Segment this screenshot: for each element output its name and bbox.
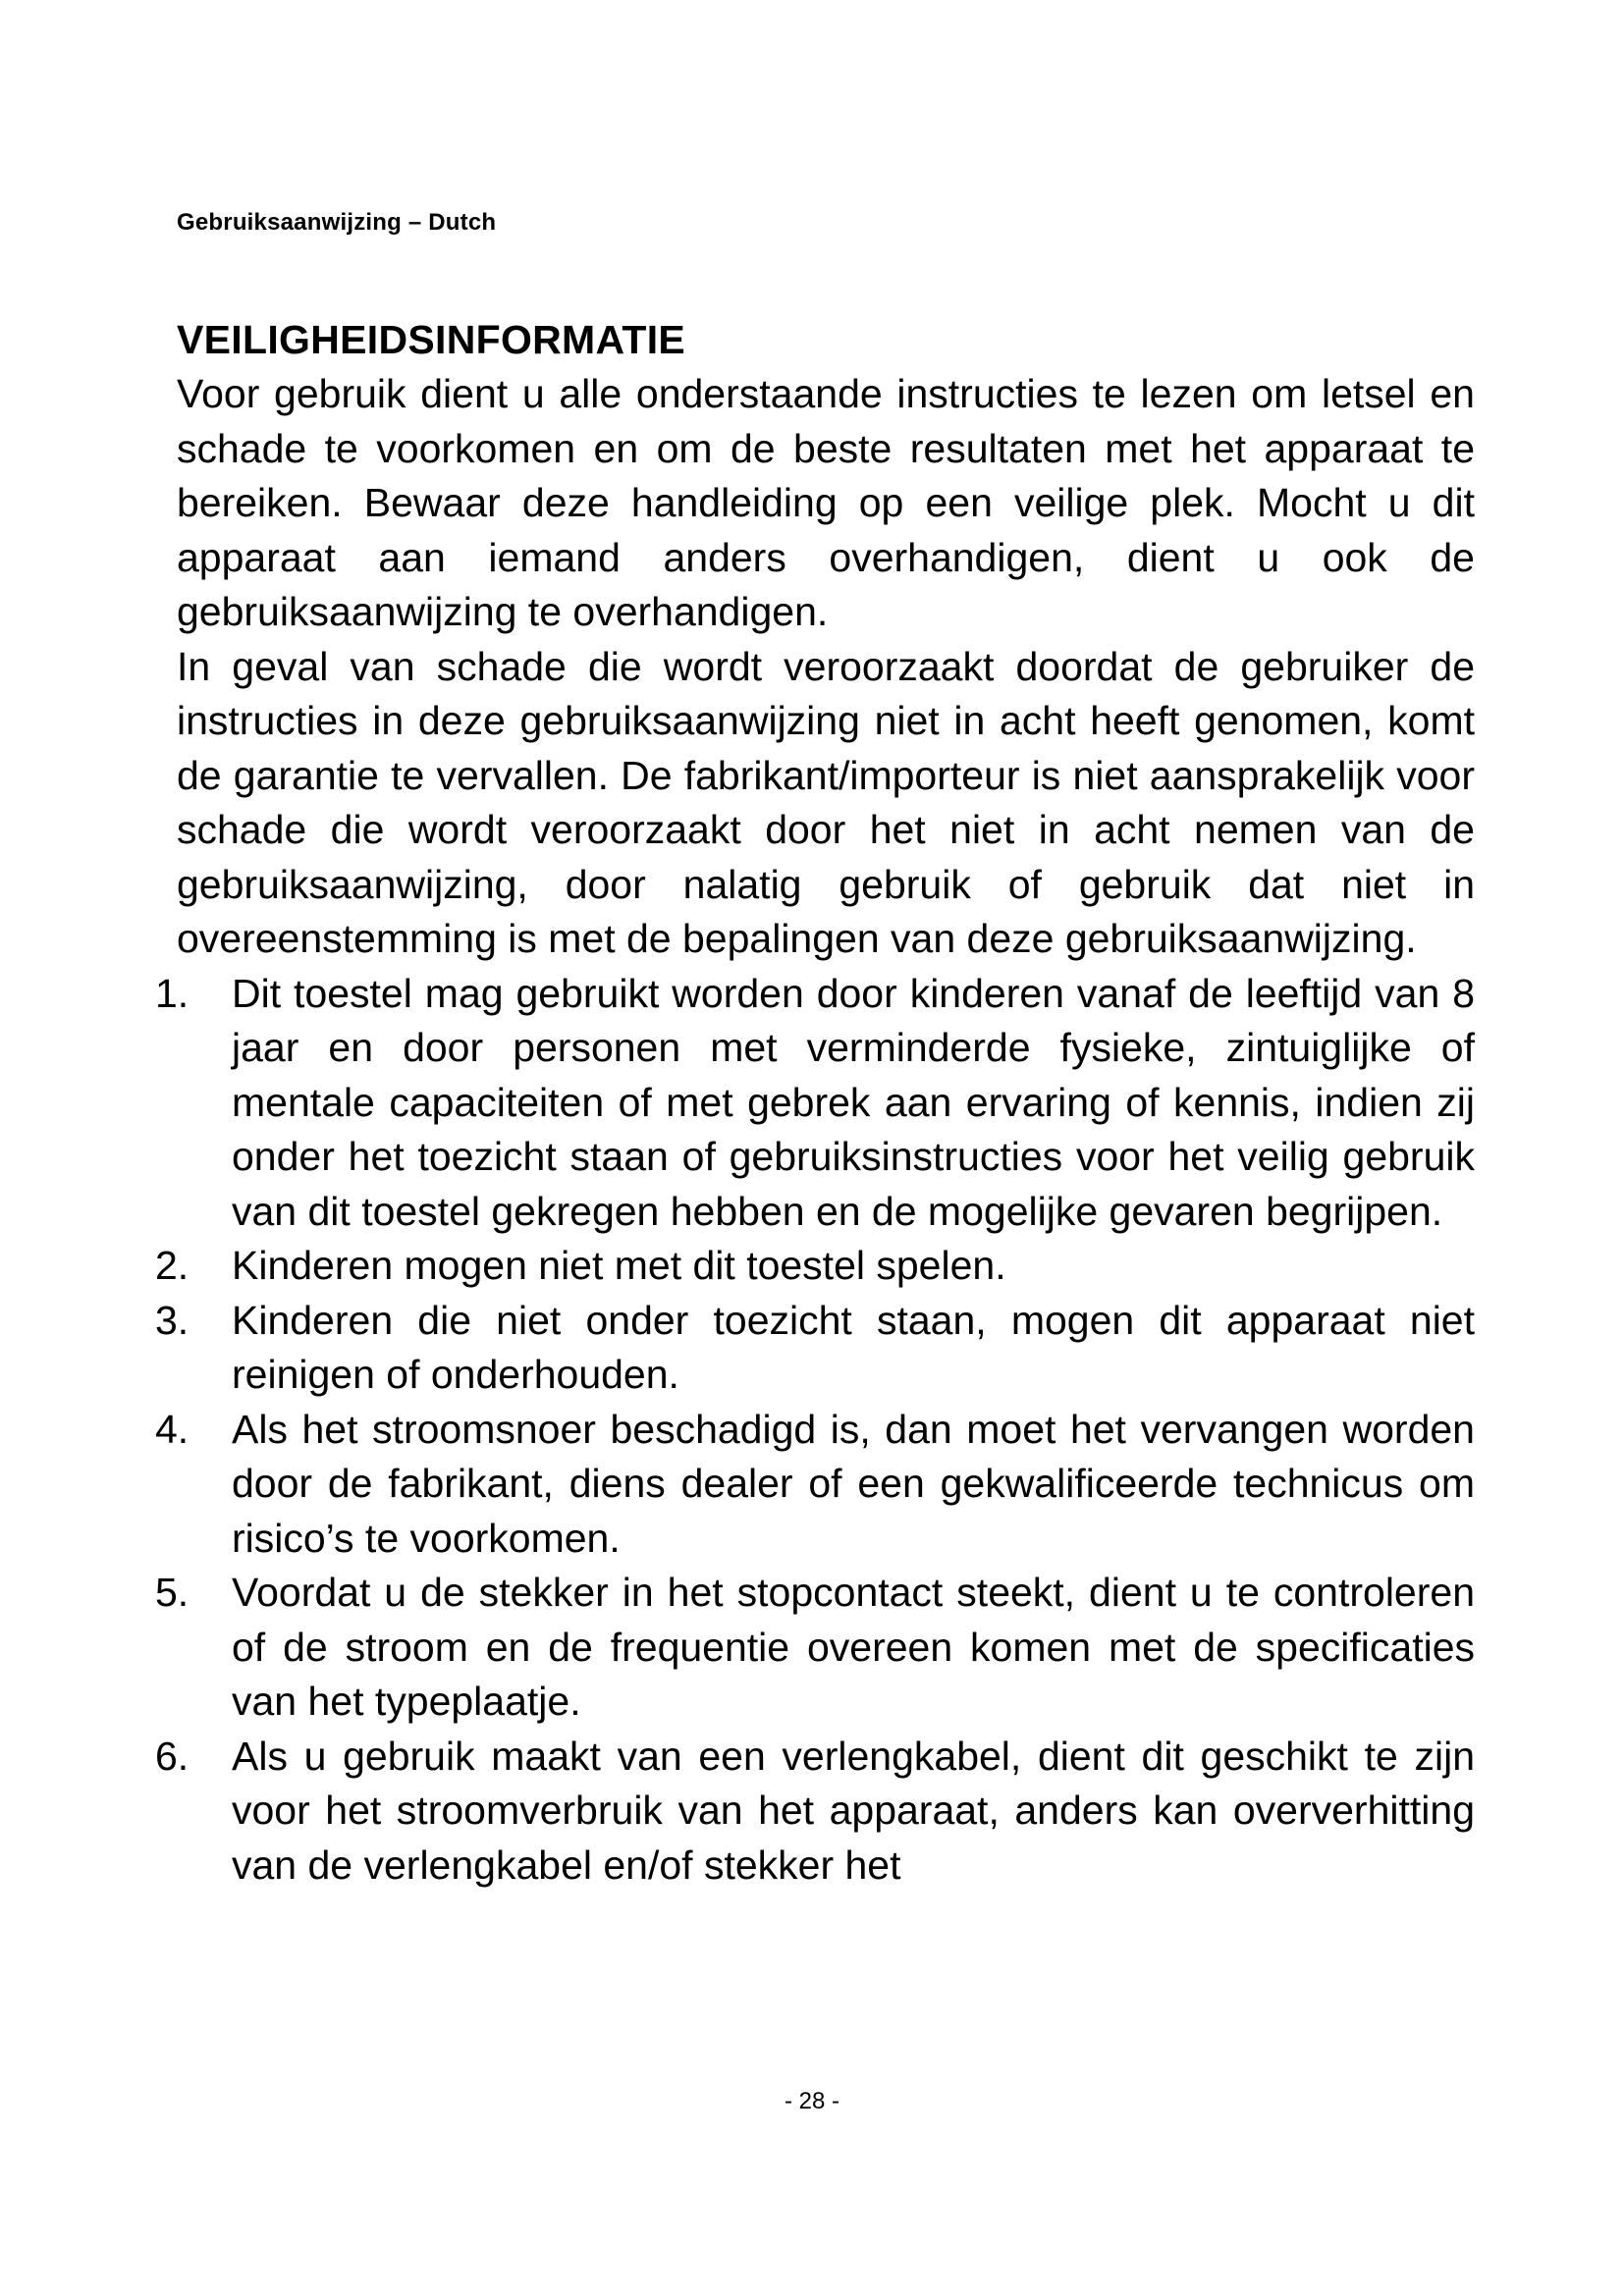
list-item bbox=[155, 1730, 1475, 1894]
list-item bbox=[155, 1566, 1475, 1730]
list-item-text: Kinderen die niet onder toezicht staan, mogen dit apparaat niet reinigen of onderhouden. bbox=[232, 1297, 1475, 1397]
list-item-number: 3. bbox=[155, 1297, 189, 1343]
list-item-number: 1. bbox=[155, 970, 189, 1016]
intro-paragraph: Voor gebruik dient u alle onderstaande instructies te lezen om letsel en schade te voorkomen en om de beste resultaten met het apparaat te bereiken. Bewaar deze handleiding op een veilige plek. Mocht u dit apparaat aan iemand anders overhandigen, dient u ook de gebruiksaanwijzing te overhandigen. bbox=[177, 371, 1475, 634]
section-title: VEILIGHEIDSINFORMATIE bbox=[177, 317, 686, 362]
list-item bbox=[155, 1403, 1475, 1567]
list-item-text: Als het stroomsnoer beschadigd is, dan moet het vervangen worden door de fabrikant, diens dealer of een gekwalificeerde technicus om risico’s te voorkomen. bbox=[232, 1406, 1475, 1561]
list-item-text: Voordat u de stekker in het stopcontact steekt, dient u te controleren of de stroom en de frequentie overeen komen met de specificaties van het typeplaatje. bbox=[232, 1570, 1475, 1724]
list-item-text: Dit toestel mag gebruikt worden door kinderen vanaf de leeftijd van 8 jaar en door personen met verminderde fysieke, zintuiglijke of mentale capaciteiten of met gebrek aan ervaring of kennis, indien zij onder het toezicht staan of gebruiksinstructies voor het veilig gebruik van dit toestel gekregen hebben en de mogelijke gevaren begrijpen. bbox=[232, 970, 1475, 1234]
running-header: Gebruiksaanwijzing – Dutch bbox=[177, 209, 497, 236]
content-area bbox=[155, 312, 1475, 1893]
list-item-number: 5. bbox=[155, 1570, 189, 1615]
page-number: - 28 - bbox=[784, 2088, 839, 2114]
list-item-number: 4. bbox=[155, 1406, 189, 1452]
list-item bbox=[155, 1239, 1475, 1294]
list-item-number: 6. bbox=[155, 1733, 189, 1779]
list-item-text: Als u gebruik maakt van een verlengkabel, dient dit geschikt te zijn voor het stroomverbruik van het apparaat, anders kan oververhitting van de verlengkabel en/of stekker het bbox=[232, 1733, 1475, 1888]
safety-list bbox=[155, 967, 1475, 1894]
list-item-text: Kinderen mogen niet met dit toestel spelen. bbox=[232, 1243, 1006, 1288]
warranty-paragraph: In geval van schade die wordt veroorzaakt doordat de gebruiker de instructies in deze gebruiksaanwijzing niet in acht heeft genomen, komt de garantie te vervallen. De fabrikant/importeur is niet aansprakelijk voor schade die wordt veroorzaakt door het niet in acht nemen van de gebruiksaanwijzing, door nalatig gebruik of gebruik dat niet in overeenstemming is met de bepalingen van deze gebruiksaanwijzing. bbox=[177, 643, 1475, 961]
list-item bbox=[155, 1294, 1475, 1403]
list-item-number: 2. bbox=[155, 1243, 189, 1288]
list-item bbox=[155, 967, 1475, 1240]
